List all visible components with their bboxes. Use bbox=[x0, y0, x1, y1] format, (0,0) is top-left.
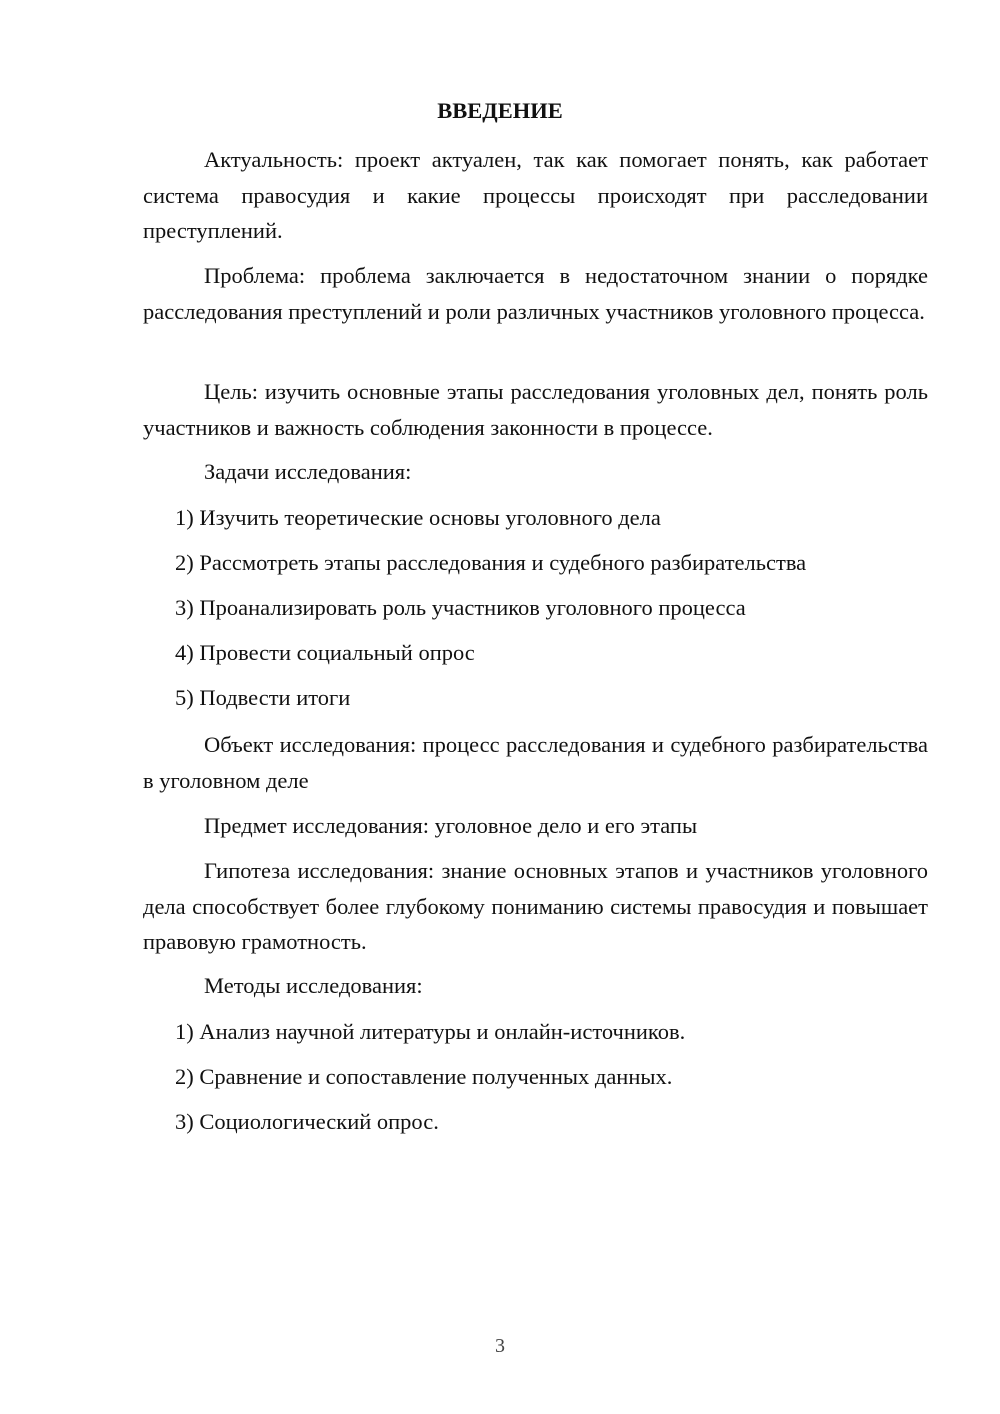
task-item-3: 3) Проанализировать роль участников уголовного процесса bbox=[175, 595, 746, 620]
task-item-2: 2) Рассмотреть этапы расследования и судебного разбирательства bbox=[175, 550, 807, 575]
subject-paragraph: Предмет исследования: уголовное дело и его этапы bbox=[204, 813, 698, 838]
hypothesis-paragraph: Гипотеза исследования: знание основных этапов и участников уголовного дела способствует более глубокому пониманию системы правосудия и повышает правовую грамотность. bbox=[143, 858, 928, 954]
task-item-5: 5) Подвести итоги bbox=[175, 685, 351, 710]
method-item-1: 1) Анализ научной литературы и онлайн-источников. bbox=[175, 1019, 686, 1044]
task-item-4: 4) Провести социальный опрос bbox=[175, 640, 475, 665]
method-item-3: 3) Социологический опрос. bbox=[175, 1109, 439, 1134]
relevance-paragraph: Актуальность: проект актуален, так как помогает понять, как работает система правосудия и какие процессы происходят при расследовании преступлений. bbox=[143, 147, 928, 243]
object-paragraph: Объект исследования: процесс расследования и судебного разбирательства в уголовном деле bbox=[143, 732, 928, 793]
method-item-2: 2) Сравнение и сопоставление полученных данных. bbox=[175, 1064, 673, 1089]
tasks-heading: Задачи исследования: bbox=[204, 459, 412, 484]
problem-paragraph: Проблема: проблема заключается в недостаточном знании о порядке расследования преступлений и роли различных участников уголовного процесса. bbox=[143, 263, 928, 324]
methods-heading: Методы исследования: bbox=[204, 973, 423, 998]
task-item-1: 1) Изучить теоретические основы уголовного дела bbox=[175, 505, 661, 530]
goal-paragraph: Цель: изучить основные этапы расследования уголовных дел, понять роль участников и важность соблюдения законности в процессе. bbox=[143, 379, 928, 440]
page-title: ВВЕДЕНИЕ bbox=[437, 98, 563, 123]
page-number: 3 bbox=[495, 1335, 505, 1357]
